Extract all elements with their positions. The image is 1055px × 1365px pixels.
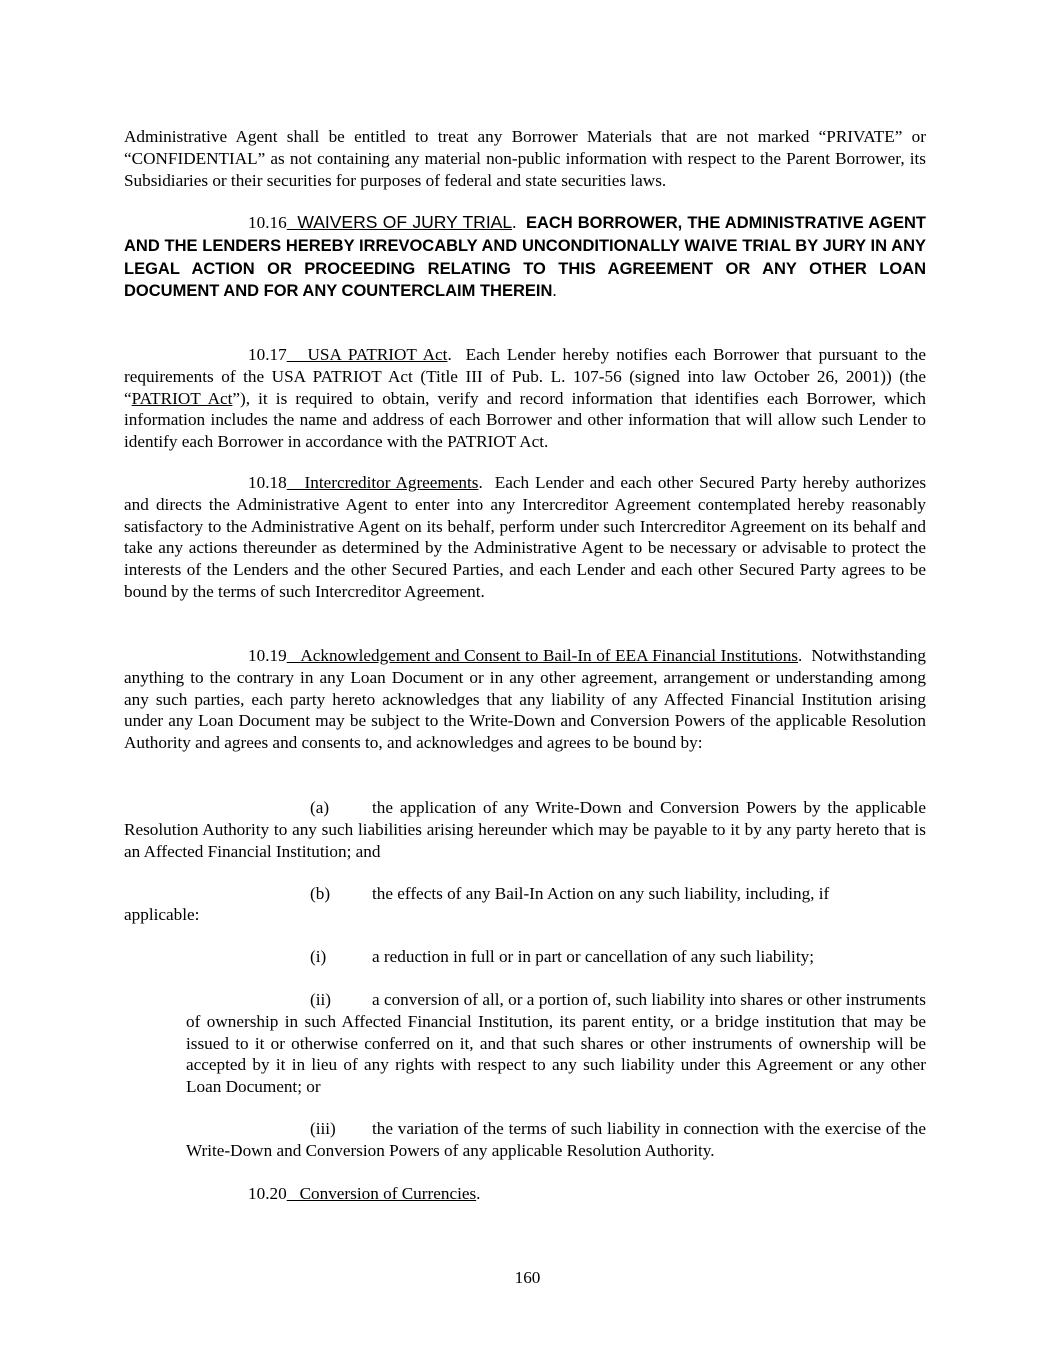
section-10-16-number: 10.16 bbox=[248, 213, 287, 232]
section-10-17-heading: USA PATRIOT Act bbox=[307, 345, 448, 364]
section-10-16-heading: WAIVERS OF JURY TRIAL bbox=[297, 212, 513, 232]
intro-paragraph: Administrative Agent shall be entitled to treat any Borrower Materials that are not marked “PRIVATE” or “CONFIDENTIAL” as not containing any material non-public information with respect to the Parent Borrower, its Subsidiaries or their securities for purposes of federal and state securities laws. bbox=[124, 127, 926, 190]
clause-ii bbox=[186, 989, 926, 1098]
section-10-17-body-1: Each Lender hereby notifies each Borrower that pursuant to the requirements of the USA PATRIOT Act (Title III of Pub. L. 107-56 (signed into law October 26, 2001)) (the “ bbox=[124, 345, 927, 408]
section-10-16: 10.16 WAIVERS OF JURY TRIAL. EACH BORROWER, THE ADMINISTRATIVE AGENT AND THE LENDERS HEREBY IRREVOCABLY AND UNCONDITIONALLY WAIVE TRIAL BY JURY IN ANY LEGAL ACTION OR PROCEEDING RELATING TO THIS AGREEMENT OR ANY OTHER LOAN DOCUMENT AND FOR ANY COUNTERCLAIM THEREIN. bbox=[124, 212, 927, 301]
section-10-18-body: Each Lender and each other Secured Party hereby authorizes and directs the Administrative Agent to enter into any Intercreditor Agreement contemplated hereby reasonably satisfactory to the Administrative Agent on its behalf, perform under such Intercreditor Agreement on its behalf and take any actions thereunder as determined by the Administrative Agent to be necessary or advisable to protect the interests of the Lenders and the other Secured Parties, and each Lender and each other Secured Party agrees to be bound by the terms of such Intercreditor Agreement. bbox=[124, 473, 927, 601]
clause-i-label: (i) bbox=[310, 947, 327, 966]
clause-a-text: the application of any Write-Down and Conversion Powers by the applicable Resolution Authority to any such liabilities arising hereunder which may be payable to it by any party hereto that is an Affected Financial Institution; and bbox=[124, 798, 926, 861]
section-10-18: 10.18 Intercreditor Agreements. Each Lender and each other Secured Party hereby authorizes and directs the Administrative Agent to enter into any Intercreditor Agreement contemplated hereby reasonably satisfactory to the Administrative Agent on its behalf, perform under such Intercreditor Agreement on its behalf and take any actions thereunder as determined by the Administrative Agent to be necessary or advisable to protect the interests of the Lenders and the other Secured Parties, and each Lender and each other Secured Party agrees to be bound by the terms of such Intercreditor Agreement. bbox=[124, 473, 927, 601]
clause-a-label: (a) bbox=[310, 798, 330, 817]
clause-b-text: the effects of any Bail-In Action on any such liability, including, if bbox=[372, 884, 830, 903]
clause-ii-text: a conversion of all, or a portion of, such liability into shares or other instruments of ownership in such Affected Financial Institution, its parent entity, or a bridge institution that may be issued to it or otherwise conferred on it, and that such shares or other instruments of ownership will be accepted by it in lieu of any rights with respect to any such liability under this Agreement or any other Loan Document; or bbox=[186, 990, 926, 1097]
section-10-17: 10.17 USA PATRIOT Act. Each Lender hereby notifies each Borrower that pursuant to the requirements of the USA PATRIOT Act (Title III of Pub. L. 107-56 (signed into law October 26, 2001)) (the “PATRIOT Act”), it is required to obtain, verify and record information that identifies each Borrower, which information includes the name and address of each Borrower and other information that will allow such Lender to identify each Borrower in accordance with the PATRIOT Act. bbox=[124, 345, 927, 452]
clause-b bbox=[124, 883, 926, 905]
clause-b-label: (b) bbox=[310, 884, 331, 903]
clause-iii bbox=[186, 1118, 926, 1162]
page-number: 160 bbox=[514, 1268, 541, 1287]
section-10-19-number: 10.19 bbox=[248, 646, 287, 665]
section-10-20-number: 10.20 bbox=[248, 1184, 287, 1203]
clause-i-text: a reduction in full or in part or cancellation of any such liability; bbox=[372, 947, 814, 966]
clause-a bbox=[124, 797, 926, 862]
clause-ii-label: (ii) bbox=[310, 990, 331, 1009]
section-10-17-number: 10.17 bbox=[248, 345, 287, 364]
section-10-19-body: Notwithstanding anything to the contrary in any Loan Document or in any other agreement, arrangement or understanding among any such parties, each party hereto acknowledges that any liability of any Affected Financial Institution arising under any Loan Document may be subject to the Write-Down and Conversion Powers of the applicable Resolution Authority and agrees and consents to, and acknowledges and agrees to be bound by: bbox=[124, 646, 926, 753]
section-10-19-heading: Acknowledgement and Consent to Bail-In of EEA Financial Institutions bbox=[300, 646, 798, 665]
section-10-16-body: EACH BORROWER, THE ADMINISTRATIVE AGENT AND THE LENDERS HEREBY IRREVOCABLY AND UNCONDITIONALLY WAIVE TRIAL BY JURY IN ANY LEGAL ACTION OR PROCEEDING RELATING TO THIS AGREEMENT OR ANY OTHER LOAN DOCUMENT AND FOR ANY COUNTERCLAIM THEREIN bbox=[124, 214, 927, 301]
clause-i bbox=[124, 946, 926, 968]
clause-b-continuation: applicable: bbox=[124, 905, 200, 924]
clause-iii-text: the variation of the terms of such liability in connection with the exercise of the Write-Down and Conversion Powers of any applicable Resolution Authority. bbox=[186, 1119, 926, 1160]
section-10-18-heading: Intercreditor Agreements bbox=[304, 473, 479, 492]
section-10-20: 10.20 Conversion of Currencies. bbox=[248, 1184, 481, 1203]
clause-iii-label: (iii) bbox=[310, 1119, 336, 1138]
section-10-18-number: 10.18 bbox=[248, 473, 287, 492]
section-10-17-body-2: ”), it is required to obtain, verify and record information that identifies each Borrower, which information includes the name and address of each Borrower and other information that will allow such Lender to identify each Borrower in accordance with the PATRIOT Act. bbox=[124, 388, 926, 452]
section-10-19: 10.19 Acknowledgement and Consent to Bail-In of EEA Financial Institutions. Notwithstanding anything to the contrary in any Loan Document or in any other agreement, arrangement or understanding among any such parties, each party hereto acknowledges that any liability of any Affected Financial Institution arising under any Loan Document may be subject to the Write-Down and Conversion Powers of the applicable Resolution Authority and agrees and consents to, and acknowledges and agrees to be bound by: bbox=[124, 646, 926, 753]
defined-term-patriot-act: PATRIOT Act bbox=[131, 388, 233, 408]
section-10-20-heading: Conversion of Currencies bbox=[299, 1184, 477, 1203]
